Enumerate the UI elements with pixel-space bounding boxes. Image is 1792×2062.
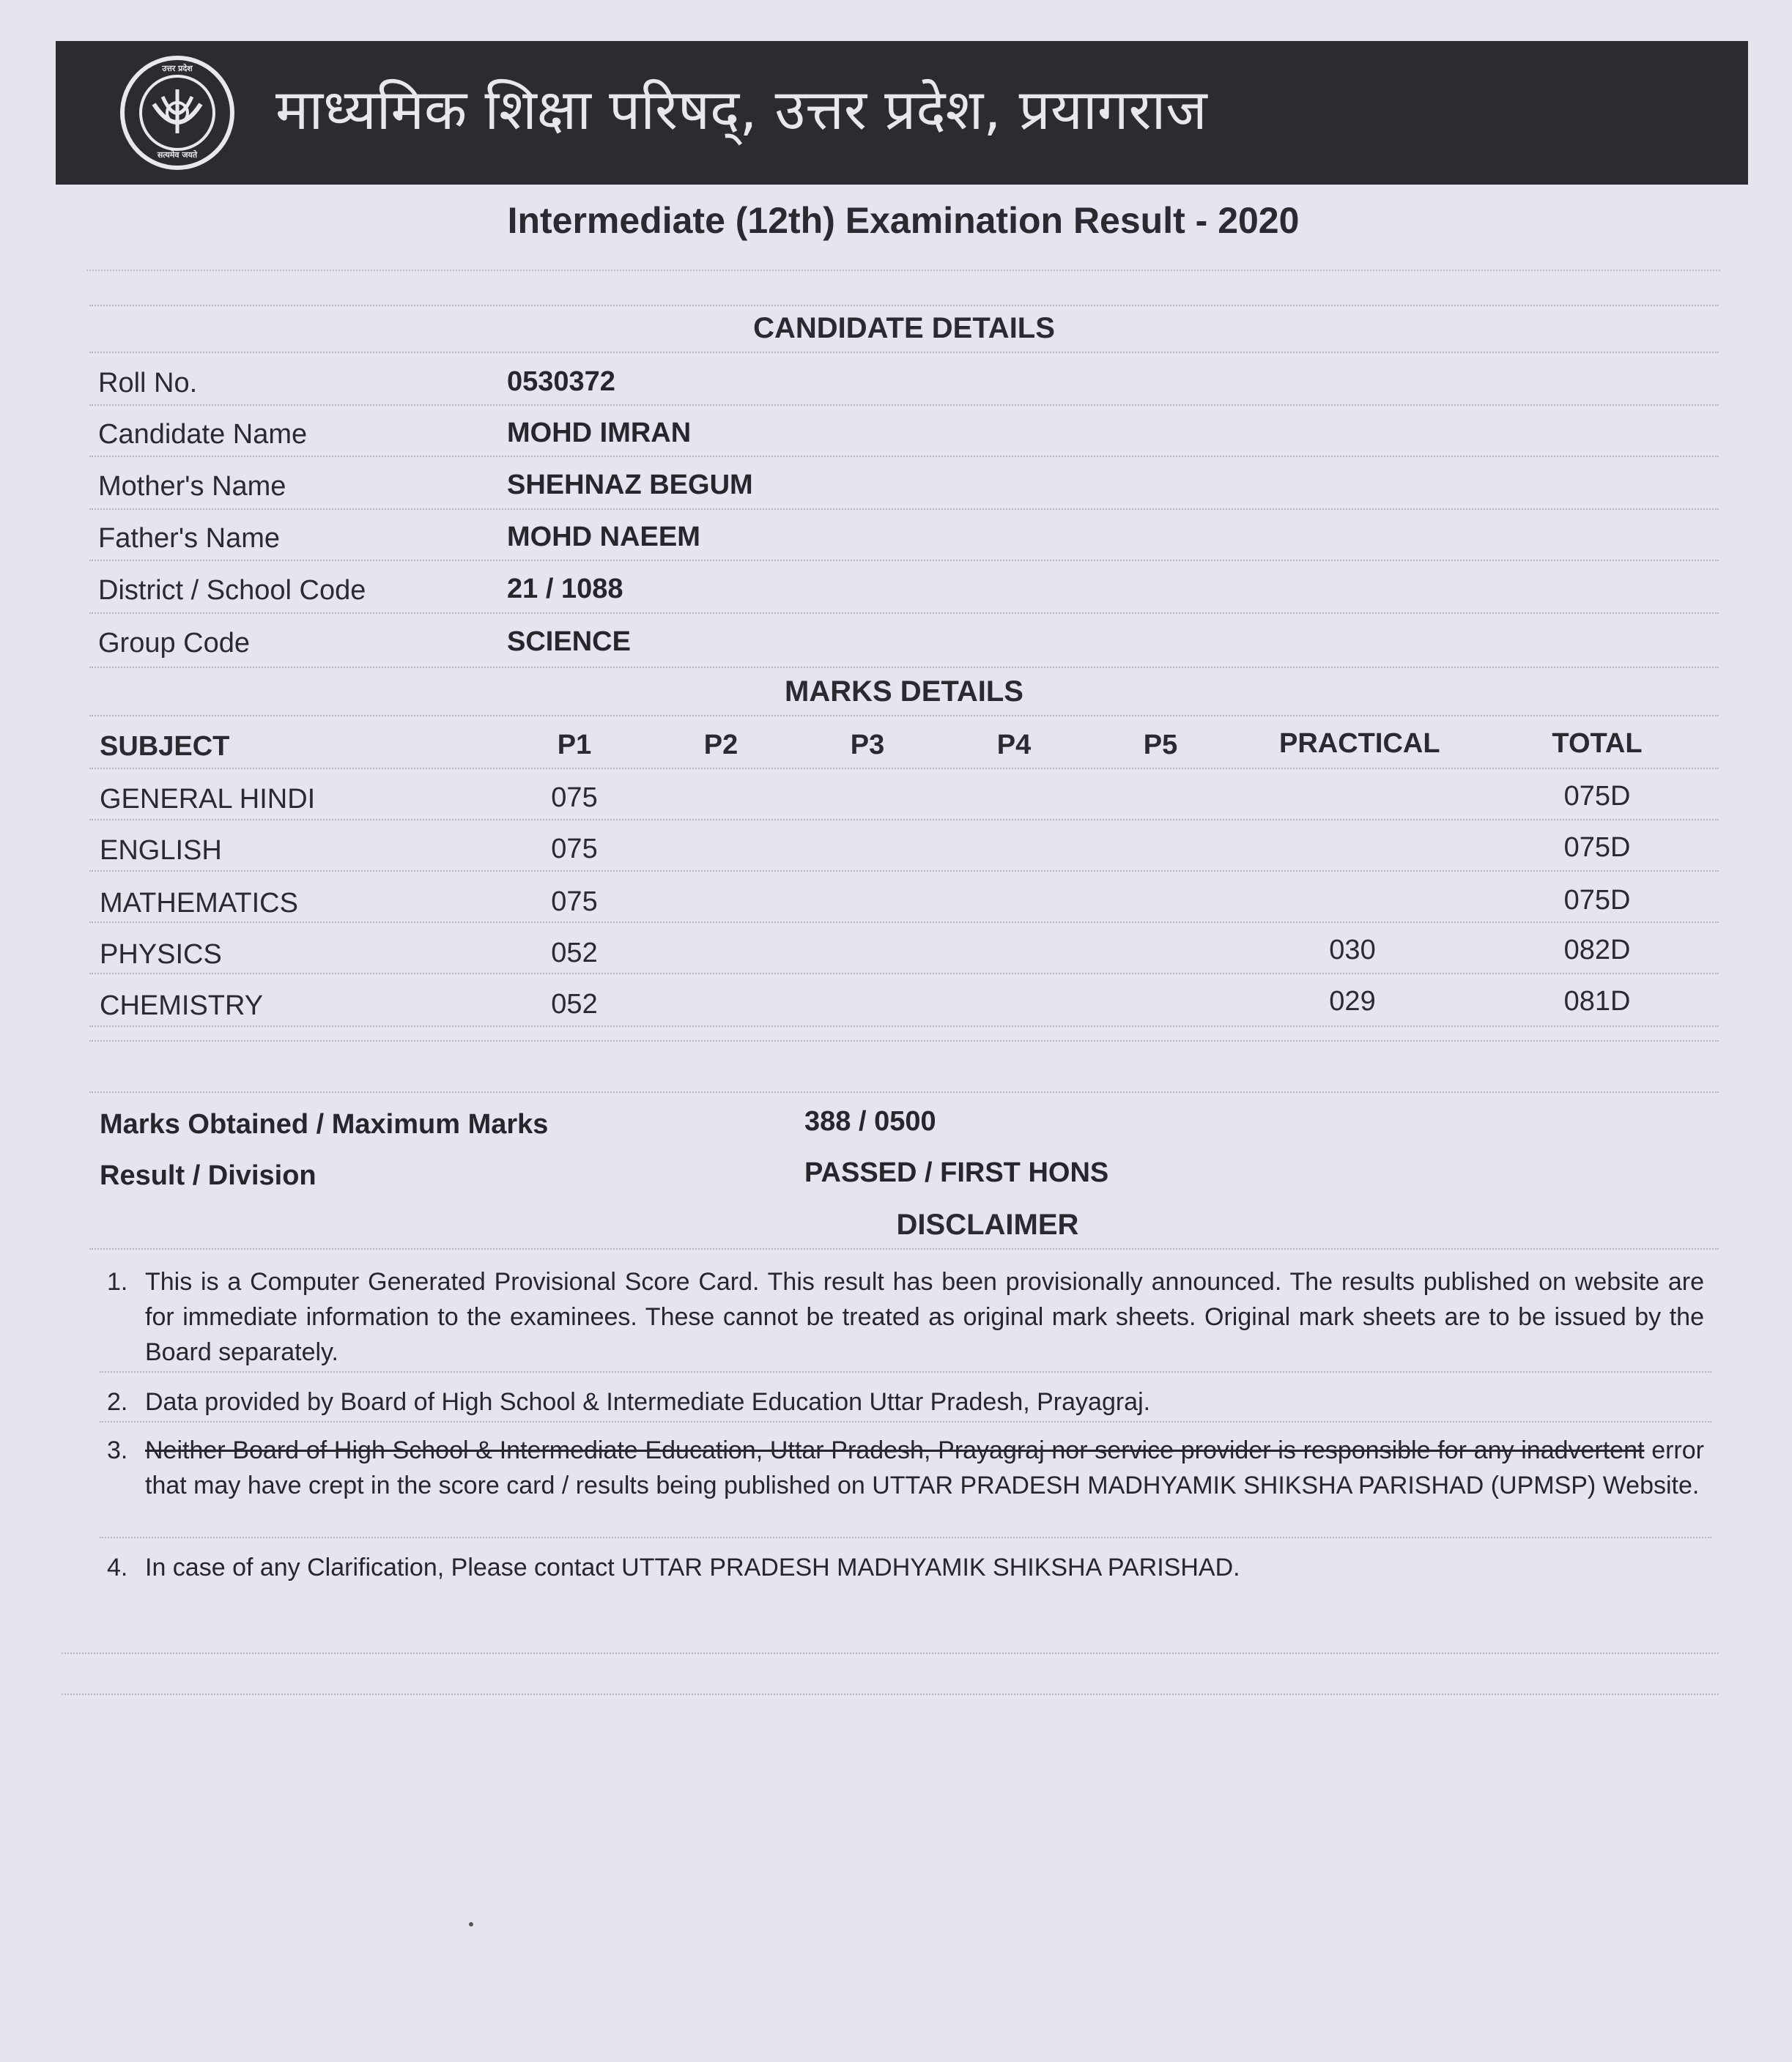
disclaimer-item-text: Data provided by Board of High School & Intermediate Education Uttar Pradesh, Prayagraj. bbox=[145, 1388, 1151, 1416]
group-code-label: Group Code bbox=[98, 628, 251, 659]
disclaimer-item-text: In case of any Clarification, Please contact UTTAR PRADESH MADHYAMIK SHIKSHA PARISHAD. bbox=[145, 1554, 1240, 1581]
emblem-bottom-text: सत्यमेव जयते bbox=[157, 150, 198, 160]
divider bbox=[89, 667, 1719, 668]
table-row-p1: 075 bbox=[551, 886, 598, 917]
disclaimer-item-number: 3. bbox=[107, 1436, 128, 1464]
divider bbox=[89, 612, 1719, 614]
paper-speck bbox=[469, 1922, 473, 1926]
table-row-total: 081D bbox=[1563, 986, 1631, 1017]
candidate-name-value: MOHD IMRAN bbox=[507, 418, 692, 448]
disclaimer-item bbox=[107, 1550, 1704, 1585]
divider bbox=[89, 352, 1719, 353]
divider bbox=[89, 560, 1719, 561]
disclaimer-heading: DISCLAIMER bbox=[896, 1209, 1079, 1241]
table-row-p1: 075 bbox=[551, 834, 598, 864]
disclaimer-item-text: error that may have crept in the score card / results being published on UTTAR PRADESH MADHYAMIK SHIKSHA PARISHAD (UPMSP) Website. bbox=[145, 1436, 1704, 1499]
divider bbox=[89, 715, 1719, 716]
divider bbox=[62, 1694, 1719, 1695]
col-p5: P5 bbox=[1143, 730, 1178, 760]
table-row-p1: 075 bbox=[551, 782, 598, 813]
col-p1: P1 bbox=[557, 730, 592, 760]
district-school-code-value: 21 / 1088 bbox=[507, 574, 623, 604]
candidate-details-heading: CANDIDATE DETAILS bbox=[753, 312, 1055, 344]
divider bbox=[89, 305, 1719, 306]
disclaimer-item-text-wrap bbox=[145, 1433, 1704, 1503]
divider bbox=[89, 768, 1719, 769]
table-row-p1: 052 bbox=[551, 989, 598, 1020]
marks-obtained-label: Marks Obtained / Maximum Marks bbox=[100, 1109, 549, 1140]
disclaimer-item-number: 1. bbox=[107, 1268, 128, 1296]
table-row-subject: MATHEMATICS bbox=[100, 888, 298, 919]
divider bbox=[89, 1026, 1719, 1027]
emblem-top-text: उत्तर प्रदेश bbox=[162, 64, 193, 73]
divider bbox=[62, 1653, 1719, 1654]
table-row-subject: GENERAL HINDI bbox=[100, 784, 316, 815]
father-name-value: MOHD NAEEM bbox=[507, 522, 700, 552]
roll-no-value: 0530372 bbox=[507, 366, 615, 397]
divider bbox=[89, 404, 1719, 406]
divider bbox=[89, 1040, 1719, 1042]
col-total: TOTAL bbox=[1552, 728, 1643, 759]
divider bbox=[89, 1248, 1719, 1250]
result-division-value: PASSED / FIRST HONS bbox=[804, 1157, 1109, 1188]
table-row-practical: 029 bbox=[1329, 986, 1376, 1017]
divider bbox=[100, 1371, 1711, 1373]
result-division-label: Result / Division bbox=[100, 1160, 316, 1191]
col-p2: P2 bbox=[703, 730, 738, 760]
group-code-value: SCIENCE bbox=[507, 626, 631, 657]
disclaimer-item bbox=[107, 1433, 1704, 1503]
divider bbox=[89, 921, 1719, 923]
mother-name-label: Mother's Name bbox=[98, 471, 286, 502]
col-practical: PRACTICAL bbox=[1279, 728, 1440, 759]
table-row-total: 075D bbox=[1563, 832, 1631, 863]
divider bbox=[89, 870, 1719, 872]
disclaimer-item-number: 2. bbox=[107, 1388, 128, 1416]
col-p4: P4 bbox=[996, 730, 1032, 760]
table-row-total: 082D bbox=[1563, 935, 1631, 965]
board-title: माध्यमिक शिक्षा परिषद्, उत्तर प्रदेश, प्रयागराज bbox=[275, 77, 1207, 142]
divider bbox=[89, 1091, 1719, 1093]
divider bbox=[89, 819, 1719, 820]
marks-details-heading: MARKS DETAILS bbox=[785, 675, 1023, 708]
mother-name-value: SHEHNAZ BEGUM bbox=[507, 470, 753, 500]
divider bbox=[89, 456, 1719, 457]
header-banner bbox=[56, 41, 1748, 185]
col-p3: P3 bbox=[850, 730, 885, 760]
table-row-subject: ENGLISH bbox=[100, 835, 222, 866]
table-row-total: 075D bbox=[1563, 885, 1631, 916]
father-name-label: Father's Name bbox=[98, 523, 281, 554]
up-government-emblem-icon bbox=[120, 56, 234, 170]
disclaimer-item bbox=[107, 1264, 1704, 1374]
table-row-practical: 030 bbox=[1329, 935, 1376, 965]
table-row-subject: CHEMISTRY bbox=[100, 990, 264, 1021]
exam-title: Intermediate (12th) Examination Result - 2020 bbox=[507, 200, 1300, 241]
divider bbox=[100, 1537, 1711, 1538]
roll-no-label: Roll No. bbox=[98, 368, 198, 398]
disclaimer-item-number: 4. bbox=[107, 1554, 128, 1581]
divider bbox=[89, 508, 1719, 510]
divider bbox=[100, 1421, 1711, 1423]
district-school-code-label: District / School Code bbox=[98, 575, 366, 606]
divider bbox=[89, 973, 1719, 974]
table-row-p1: 052 bbox=[551, 938, 598, 968]
disclaimer-item bbox=[107, 1384, 1704, 1420]
table-row-total: 075D bbox=[1563, 781, 1631, 812]
col-subject: SUBJECT bbox=[100, 731, 230, 762]
marks-obtained-value: 388 / 0500 bbox=[804, 1106, 936, 1137]
candidate-name-label: Candidate Name bbox=[98, 419, 308, 450]
table-row-subject: PHYSICS bbox=[100, 939, 222, 970]
disclaimer-item-text: This is a Computer Generated Provisional Score Card. This result has been provisionally announced. The results published on website are for immediate information to the examinees. These cannot be treated as original mark sheets. Original mark sheets are to be issued by the Board separately. bbox=[145, 1268, 1704, 1366]
disclaimer-item-text-struck: Neither Board of High School & Intermediate Education, Uttar Pradesh, Prayagraj nor service provider is responsible for any inadvertent bbox=[145, 1436, 1645, 1464]
